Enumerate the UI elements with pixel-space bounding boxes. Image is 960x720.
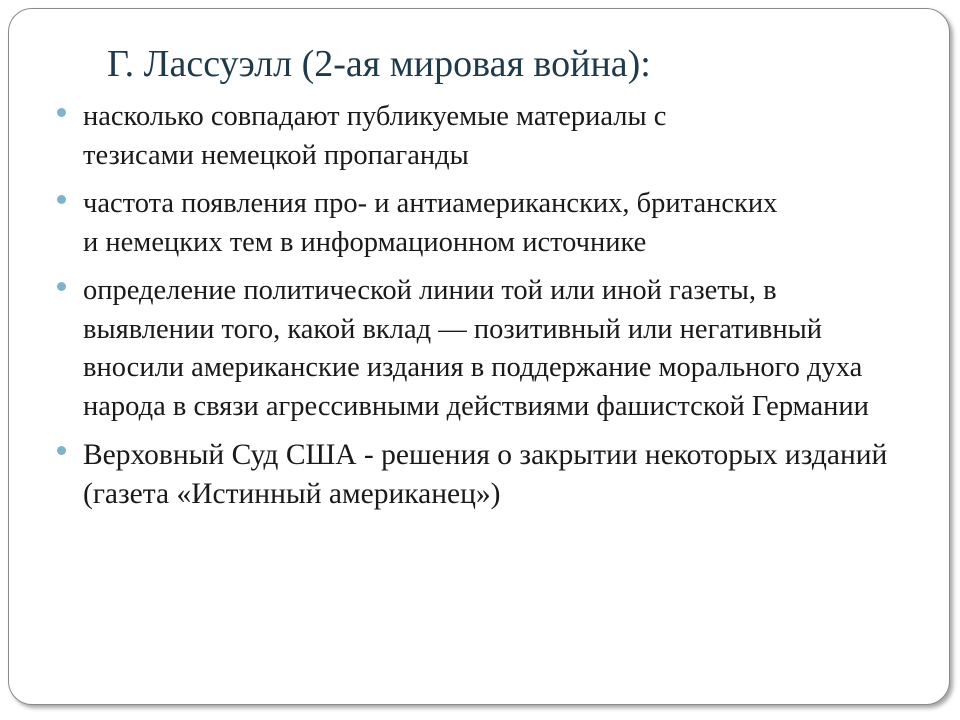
bullet-dot-icon [57,446,66,455]
bullet-text: насколько совпадают публикуемые материалы с тезисами немецкой пропаганды [83,101,667,171]
list-item [50,436,920,513]
bullet-dot-icon [57,282,66,291]
bullet-text: Верховный Суд США - решения о закрытии некоторых изданий (газета «Истинный американец») [83,439,888,510]
bullet-text: определение политической линии той или иной газеты, в выявлении того, какой вклад — позитивный или негативный вносили американские издания в поддержание морального духа народа в связи агрессивными действиями фашистской Германии [83,275,869,422]
list-item [50,98,920,175]
slide-title: Г. Лассуэлл (2-ая мировая война): [107,43,651,85]
bullet-dot-icon [57,195,66,204]
bullet-list [50,98,920,523]
bullet-dot-icon [57,108,66,117]
list-item [50,272,920,426]
bullet-text: частота появления про- и антиамериканских, британских и немецких тем в информационном источнике [83,188,778,258]
list-item [50,185,920,262]
